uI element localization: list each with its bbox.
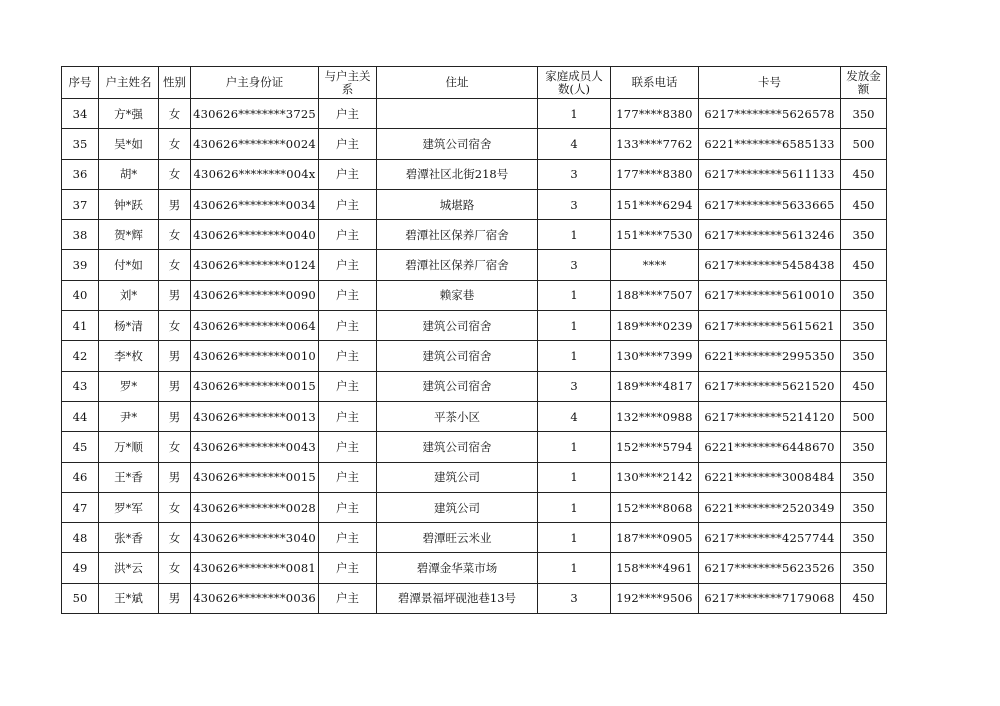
phone-cell: **** (611, 250, 699, 280)
gender-cell: 女 (159, 129, 191, 159)
amount-cell: 450 (841, 189, 887, 219)
members-cell: 1 (538, 220, 611, 250)
table-row (62, 280, 887, 310)
index-cell: 37 (62, 189, 99, 219)
relation-cell: 户主 (319, 492, 377, 522)
col-name-header: 户主姓名 (99, 67, 159, 99)
index-cell: 43 (62, 371, 99, 401)
table-row (62, 492, 887, 522)
index-cell: 38 (62, 220, 99, 250)
card-cell: 6217********5623526 (699, 553, 841, 583)
members-cell: 3 (538, 189, 611, 219)
relation-cell: 户主 (319, 523, 377, 553)
id-cell: 430626********0024 (191, 129, 319, 159)
col-relation-header: 与户主关系 (319, 67, 377, 99)
table-row (62, 129, 887, 159)
index-cell: 46 (62, 462, 99, 492)
address-cell: 城堪路 (377, 189, 538, 219)
address-cell: 建筑公司宿舍 (377, 129, 538, 159)
table-row (62, 401, 887, 431)
name-cell: 付*如 (99, 250, 159, 280)
phone-cell: 177****8380 (611, 99, 699, 129)
name-cell: 杨*清 (99, 311, 159, 341)
table-row (62, 159, 887, 189)
members-cell: 1 (538, 492, 611, 522)
gender-cell: 女 (159, 523, 191, 553)
index-cell: 40 (62, 280, 99, 310)
gender-cell: 女 (159, 250, 191, 280)
phone-cell: 189****0239 (611, 311, 699, 341)
members-cell: 1 (538, 280, 611, 310)
index-cell: 50 (62, 583, 99, 613)
id-cell: 430626********0036 (191, 583, 319, 613)
phone-cell: 187****0905 (611, 523, 699, 553)
phone-cell: 130****7399 (611, 341, 699, 371)
address-cell: 碧潭旺云米业 (377, 523, 538, 553)
id-cell: 430626********3040 (191, 523, 319, 553)
address-cell: 建筑公司宿舍 (377, 371, 538, 401)
card-cell: 6217********5458438 (699, 250, 841, 280)
id-cell: 430626********0043 (191, 432, 319, 462)
gender-cell: 女 (159, 432, 191, 462)
name-cell: 刘* (99, 280, 159, 310)
name-cell: 罗* (99, 371, 159, 401)
card-cell: 6221********3008484 (699, 462, 841, 492)
relation-cell: 户主 (319, 280, 377, 310)
card-cell: 6217********7179068 (699, 583, 841, 613)
name-cell: 钟*跃 (99, 189, 159, 219)
index-cell: 42 (62, 341, 99, 371)
phone-cell: 188****7507 (611, 280, 699, 310)
index-cell: 44 (62, 401, 99, 431)
name-cell: 贺*辉 (99, 220, 159, 250)
index-cell: 45 (62, 432, 99, 462)
members-cell: 1 (538, 432, 611, 462)
col-card-header: 卡号 (699, 67, 841, 99)
amount-cell: 350 (841, 99, 887, 129)
index-cell: 36 (62, 159, 99, 189)
card-cell: 6217********5613246 (699, 220, 841, 250)
card-cell: 6221********6448670 (699, 432, 841, 462)
gender-cell: 男 (159, 583, 191, 613)
id-cell: 430626********0064 (191, 311, 319, 341)
name-cell: 罗*军 (99, 492, 159, 522)
id-cell: 430626********0010 (191, 341, 319, 371)
id-cell: 430626********0081 (191, 553, 319, 583)
table-body (62, 99, 887, 614)
card-cell: 6221********6585133 (699, 129, 841, 159)
amount-cell: 450 (841, 371, 887, 401)
col-members-header: 家庭成员人数(人) (538, 67, 611, 99)
table-row (62, 553, 887, 583)
phone-cell: 133****7762 (611, 129, 699, 159)
amount-cell: 350 (841, 280, 887, 310)
card-cell: 6217********5610010 (699, 280, 841, 310)
relation-cell: 户主 (319, 250, 377, 280)
phone-cell: 152****8068 (611, 492, 699, 522)
index-cell: 35 (62, 129, 99, 159)
gender-cell: 男 (159, 189, 191, 219)
table-row (62, 371, 887, 401)
address-cell: 建筑公司 (377, 492, 538, 522)
relation-cell: 户主 (319, 311, 377, 341)
amount-cell: 350 (841, 341, 887, 371)
table-row (62, 220, 887, 250)
id-cell: 430626********3725 (191, 99, 319, 129)
members-cell: 3 (538, 583, 611, 613)
phone-cell: 151****6294 (611, 189, 699, 219)
name-cell: 方*强 (99, 99, 159, 129)
relation-cell: 户主 (319, 371, 377, 401)
gender-cell: 男 (159, 280, 191, 310)
gender-cell: 男 (159, 401, 191, 431)
household-table (61, 66, 887, 614)
relation-cell: 户主 (319, 99, 377, 129)
relation-cell: 户主 (319, 220, 377, 250)
table-row (62, 523, 887, 553)
relation-cell: 户主 (319, 432, 377, 462)
amount-cell: 450 (841, 159, 887, 189)
col-index-header: 序号 (62, 67, 99, 99)
card-cell: 6217********5611133 (699, 159, 841, 189)
card-cell: 6221********2520349 (699, 492, 841, 522)
index-cell: 47 (62, 492, 99, 522)
relation-cell: 户主 (319, 341, 377, 371)
phone-cell: 151****7530 (611, 220, 699, 250)
address-cell (377, 99, 538, 129)
address-cell: 建筑公司宿舍 (377, 432, 538, 462)
card-cell: 6217********5633665 (699, 189, 841, 219)
card-cell: 6217********5615621 (699, 311, 841, 341)
relation-cell: 户主 (319, 401, 377, 431)
gender-cell: 女 (159, 159, 191, 189)
members-cell: 1 (538, 99, 611, 129)
amount-cell: 350 (841, 553, 887, 583)
relation-cell: 户主 (319, 583, 377, 613)
gender-cell: 女 (159, 492, 191, 522)
col-id-header: 户主身份证 (191, 67, 319, 99)
name-cell: 王*斌 (99, 583, 159, 613)
name-cell: 胡* (99, 159, 159, 189)
card-cell: 6217********5621520 (699, 371, 841, 401)
amount-cell: 350 (841, 523, 887, 553)
index-cell: 34 (62, 99, 99, 129)
col-amount-header: 发放金额 (841, 67, 887, 99)
gender-cell: 女 (159, 220, 191, 250)
gender-cell: 女 (159, 553, 191, 583)
name-cell: 吴*如 (99, 129, 159, 159)
members-cell: 4 (538, 401, 611, 431)
relation-cell: 户主 (319, 553, 377, 583)
index-cell: 48 (62, 523, 99, 553)
members-cell: 4 (538, 129, 611, 159)
card-cell: 6217********5214120 (699, 401, 841, 431)
id-cell: 430626********0124 (191, 250, 319, 280)
amount-cell: 350 (841, 462, 887, 492)
table-row (62, 99, 887, 129)
amount-cell: 350 (841, 311, 887, 341)
card-cell: 6217********4257744 (699, 523, 841, 553)
amount-cell: 350 (841, 492, 887, 522)
gender-cell: 女 (159, 311, 191, 341)
address-cell: 建筑公司 (377, 462, 538, 492)
name-cell: 尹* (99, 401, 159, 431)
gender-cell: 女 (159, 99, 191, 129)
phone-cell: 189****4817 (611, 371, 699, 401)
table-row (62, 250, 887, 280)
table-row (62, 189, 887, 219)
index-cell: 49 (62, 553, 99, 583)
id-cell: 430626********0040 (191, 220, 319, 250)
address-cell: 碧潭社区保养厂宿舍 (377, 220, 538, 250)
amount-cell: 450 (841, 583, 887, 613)
card-cell: 6217********5626578 (699, 99, 841, 129)
members-cell: 1 (538, 523, 611, 553)
address-cell: 碧潭社区北街218号 (377, 159, 538, 189)
table-row (62, 341, 887, 371)
gender-cell: 男 (159, 371, 191, 401)
phone-cell: 192****9506 (611, 583, 699, 613)
name-cell: 张*香 (99, 523, 159, 553)
members-cell: 1 (538, 311, 611, 341)
members-cell: 1 (538, 341, 611, 371)
address-cell: 建筑公司宿舍 (377, 311, 538, 341)
table-header (62, 67, 887, 99)
col-gender-header: 性别 (159, 67, 191, 99)
relation-cell: 户主 (319, 462, 377, 492)
id-cell: 430626********0028 (191, 492, 319, 522)
id-cell: 430626********0090 (191, 280, 319, 310)
amount-cell: 350 (841, 432, 887, 462)
members-cell: 1 (538, 553, 611, 583)
name-cell: 万*顺 (99, 432, 159, 462)
index-cell: 39 (62, 250, 99, 280)
id-cell: 430626********004x (191, 159, 319, 189)
relation-cell: 户主 (319, 189, 377, 219)
table-row (62, 462, 887, 492)
phone-cell: 158****4961 (611, 553, 699, 583)
name-cell: 李*枚 (99, 341, 159, 371)
amount-cell: 450 (841, 250, 887, 280)
address-cell: 碧潭金华菜市场 (377, 553, 538, 583)
relation-cell: 户主 (319, 159, 377, 189)
address-cell: 赖家巷 (377, 280, 538, 310)
card-cell: 6221********2995350 (699, 341, 841, 371)
members-cell: 3 (538, 371, 611, 401)
id-cell: 430626********0015 (191, 371, 319, 401)
amount-cell: 350 (841, 220, 887, 250)
table-row (62, 432, 887, 462)
members-cell: 1 (538, 462, 611, 492)
index-cell: 41 (62, 311, 99, 341)
phone-cell: 177****8380 (611, 159, 699, 189)
gender-cell: 男 (159, 462, 191, 492)
name-cell: 洪*云 (99, 553, 159, 583)
phone-cell: 152****5794 (611, 432, 699, 462)
address-cell: 建筑公司宿舍 (377, 341, 538, 371)
id-cell: 430626********0034 (191, 189, 319, 219)
relation-cell: 户主 (319, 129, 377, 159)
address-cell: 碧潭社区保养厂宿舍 (377, 250, 538, 280)
phone-cell: 132****0988 (611, 401, 699, 431)
members-cell: 3 (538, 159, 611, 189)
id-cell: 430626********0015 (191, 462, 319, 492)
name-cell: 王*香 (99, 462, 159, 492)
gender-cell: 男 (159, 341, 191, 371)
col-address-header: 住址 (377, 67, 538, 99)
address-cell: 平茶小区 (377, 401, 538, 431)
phone-cell: 130****2142 (611, 462, 699, 492)
address-cell: 碧潭景福坪砚池巷13号 (377, 583, 538, 613)
amount-cell: 500 (841, 401, 887, 431)
table-row (62, 583, 887, 613)
table-row (62, 311, 887, 341)
id-cell: 430626********0013 (191, 401, 319, 431)
amount-cell: 500 (841, 129, 887, 159)
members-cell: 3 (538, 250, 611, 280)
col-phone-header: 联系电话 (611, 67, 699, 99)
